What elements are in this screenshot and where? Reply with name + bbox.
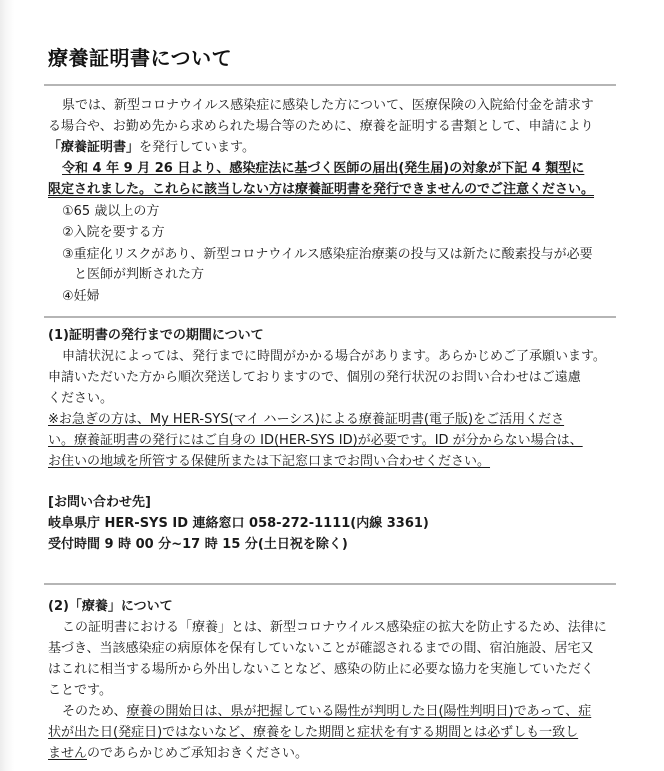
section2-para-line-3: はこれに相当する場所から外出しないことなど、感染の防止に必要な協力を実施していただく — [48, 662, 595, 677]
section1-para-line-2: 申請いただいた方から順次発送しておりますので、個別の発行状況のお問い合わせはご遠慮 — [48, 370, 581, 385]
notice-line-1: 令和 4 年 9 月 26 日より、感染症法に基づく医師の届出(発生届)の対象が下記 4 類型に — [62, 161, 585, 176]
section1-note-line-1: ※お急ぎの方は、My HER-SYS(マイ ハーシス)による療養証明書(電子版)をご活用くださ — [48, 412, 565, 427]
section2-line-5-lead: そのため、 — [62, 704, 127, 719]
section2-para-line-7 — [48, 745, 308, 763]
section2-line-5-underlined: 療養の開始日は、県が把握している陽性が判明した日(陽性判明日)であって、症 — [126, 704, 592, 719]
section1-note-line-3: お住いの地域を所管する保健所または下記窓口までお問い合わせください。 — [48, 454, 491, 469]
section2-para-line-2: 基づき、当該感染症の病原体を保有していないことが確認されるまでの間、宿泊施設、居宅又 — [48, 641, 594, 656]
section2-para-line-4: ことです。 — [48, 683, 112, 698]
title-divider — [44, 84, 616, 86]
section2-heading: (2)「療養」について — [48, 599, 173, 614]
intro-line-3 — [48, 139, 255, 157]
intro-line-1: 県では、新型コロナウイルス感染症に感染した方について、医療保険の入院給付金を請求す — [62, 98, 594, 113]
section1-para-line-1: 申請状況によっては、発行までに時間がかかる場合があります。あらかじめご了承願います。 — [62, 349, 606, 364]
section-divider-1 — [44, 316, 616, 318]
intro-line-3-rest: を発行しています。 — [139, 140, 255, 155]
category-item-3-cont: と医師が判断された方 — [74, 267, 205, 282]
contact-office: 岐阜県庁 HER-SYS ID 連絡窓口 058-272-1111(内線 3361) — [48, 516, 429, 531]
section1-para-line-3: ください。 — [48, 391, 114, 406]
section2-para-line-6: 状が出た日(発症日)ではないなど、療養をした期間と症状を有する期間とは必ずしも一致し — [48, 725, 579, 740]
category-item-4: ④妊婦 — [62, 289, 100, 304]
section1-heading: (1)証明書の発行までの期間について — [48, 328, 264, 343]
section2-para-line-1: この証明書における「療養」とは、新型コロナウイルス感染症の拡大を防止するため、法律に — [62, 620, 607, 635]
section2-line-7-rest: のであらかじめご承知おきください。 — [87, 746, 309, 761]
contact-hours: 受付時間 9 時 00 分~17 時 15 分(土日祝を除く) — [48, 537, 348, 552]
category-item-3: ③重症化リスクがあり、新型コロナウイルス感染症治療薬の投与又は新たに酸素投与が必要 — [62, 247, 593, 262]
section-divider-2 — [44, 583, 616, 585]
section2-para-line-5 — [62, 703, 591, 721]
intro-line-2: る場合や、お勤め先から求められた場合等のために、療養を証明する書類として、申請により — [48, 119, 594, 134]
notice-line-2: 限定されました。これらに該当しない方は療養証明書を発行できませんのでご注意ください。 — [48, 182, 595, 197]
window-edge-shadow — [0, 0, 14, 771]
category-item-2: ②入院を要する方 — [62, 225, 165, 240]
section2-line-7-underlined: ません — [48, 746, 88, 761]
contact-heading: [お問い合わせ先] — [48, 495, 151, 510]
page-title: 療養証明書について — [48, 46, 233, 70]
certificate-name-emphasis: 「療養証明書」 — [48, 140, 140, 155]
category-item-1: ①65 歳以上の方 — [62, 204, 160, 219]
section1-note-line-2: い。療養証明書の発行にはご自身の ID(HER-SYS ID)が必要です。ID が分からない場合は、 — [48, 433, 583, 448]
